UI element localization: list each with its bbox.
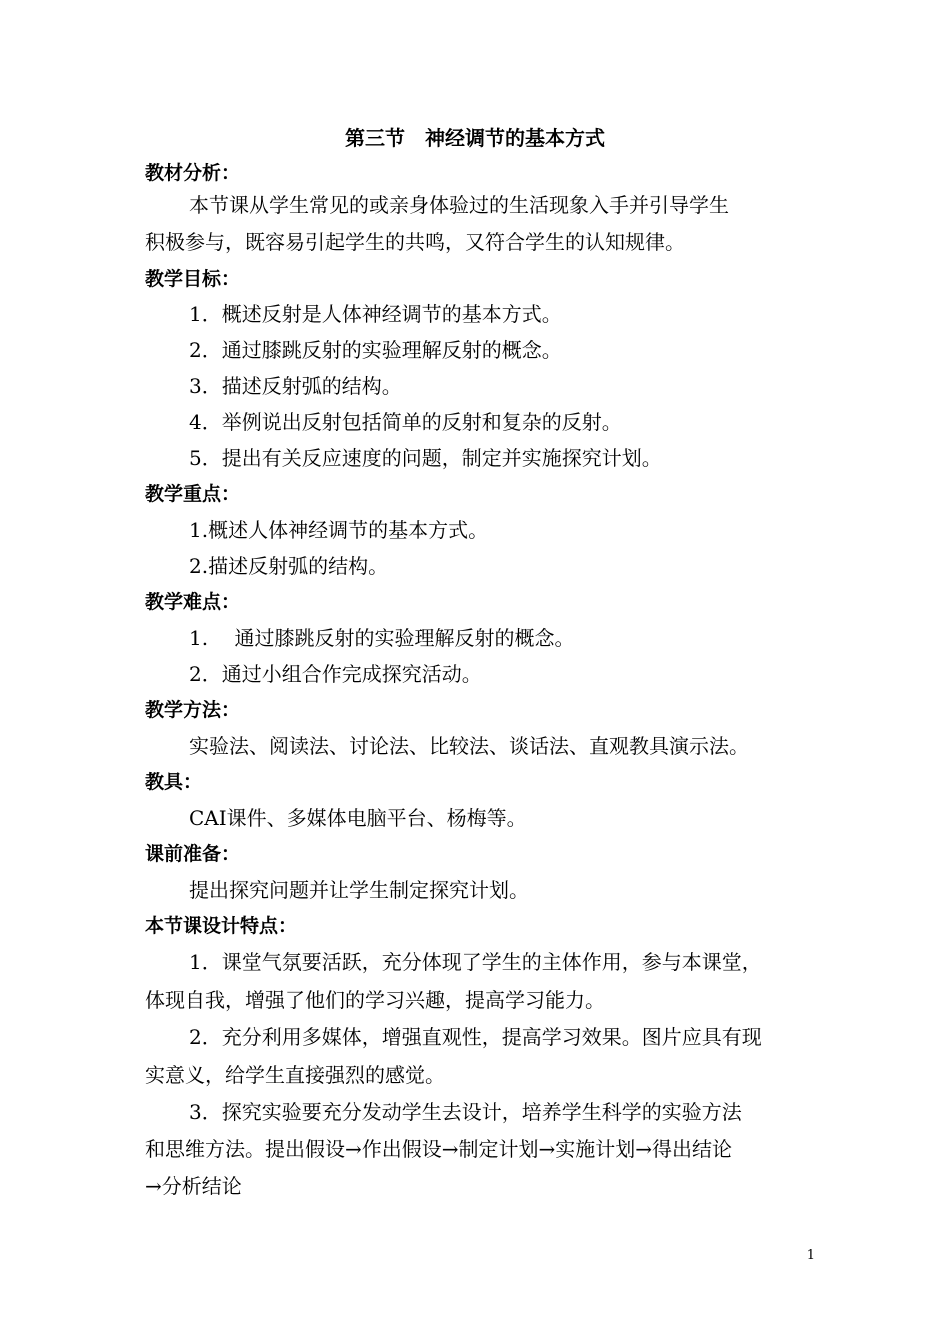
page-number: 1: [806, 1248, 815, 1263]
paragraph-line: 体现自我，增强了他们的学习兴趣，提高学习能力。: [145, 988, 605, 1012]
section-heading-methods: 教学方法：: [145, 699, 241, 721]
paragraph-line: 提出探究问题并让学生制定探究计划。: [189, 878, 529, 902]
list-item: 2．通过小组合作完成探究活动。: [189, 662, 482, 686]
section-heading-key-points: 教学重点：: [145, 483, 241, 505]
paragraph-line: 2．充分利用多媒体，增强直观性，提高学习效果。图片应具有现: [189, 1025, 762, 1049]
paragraph-line: 实意义，给学生直接强烈的感觉。: [145, 1063, 445, 1087]
list-item: 1.概述人体神经调节的基本方式。: [189, 518, 489, 542]
section-heading-preparation: 课前准备：: [145, 843, 241, 865]
list-item: 2．通过膝跳反射的实验理解反射的概念。: [189, 338, 562, 362]
list-item: 3．描述反射弧的结构。: [189, 374, 402, 398]
paragraph-line: 1．课堂气氛要活跃，充分体现了学生的主体作用，参与本课堂，: [189, 950, 762, 974]
paragraph-line: 实验法、阅读法、讨论法、比较法、谈话法、直观教具演示法。: [189, 734, 749, 758]
paragraph-line: 3．探究实验要充分发动学生去设计，培养学生科学的实验方法: [189, 1100, 742, 1124]
paragraph-line: 积极参与，既容易引起学生的共鸣，又符合学生的认知规律。: [145, 230, 685, 254]
page-title: 第三节 神经调节的基本方式: [345, 126, 605, 150]
section-heading-difficulties: 教学难点：: [145, 591, 241, 613]
paragraph-line: 和思维方法。提出假设→作出假设→制定计划→实施计划→得出结论: [145, 1137, 733, 1161]
section-heading-objectives: 教学目标：: [145, 268, 241, 290]
section-heading-analysis: 教材分析：: [145, 162, 241, 184]
paragraph-line: →分析结论: [145, 1174, 242, 1198]
paragraph-line: 本节课从学生常见的或亲身体验过的生活现象入手并引导学生: [189, 193, 729, 217]
section-heading-features: 本节课设计特点：: [145, 915, 298, 937]
list-item: 5．提出有关反应速度的问题，制定并实施探究计划。: [189, 446, 662, 470]
list-item: 2.描述反射弧的结构。: [189, 554, 389, 578]
paragraph-line: CAI课件、多媒体电脑平台、杨梅等。: [189, 806, 527, 830]
list-item: 4．举例说出反射包括简单的反射和复杂的反射。: [189, 410, 622, 434]
list-item: 1. 通过膝跳反射的实验理解反射的概念。: [189, 626, 575, 650]
list-item: 1．概述反射是人体神经调节的基本方式。: [189, 302, 562, 326]
section-heading-tools: 教具：: [145, 771, 203, 793]
